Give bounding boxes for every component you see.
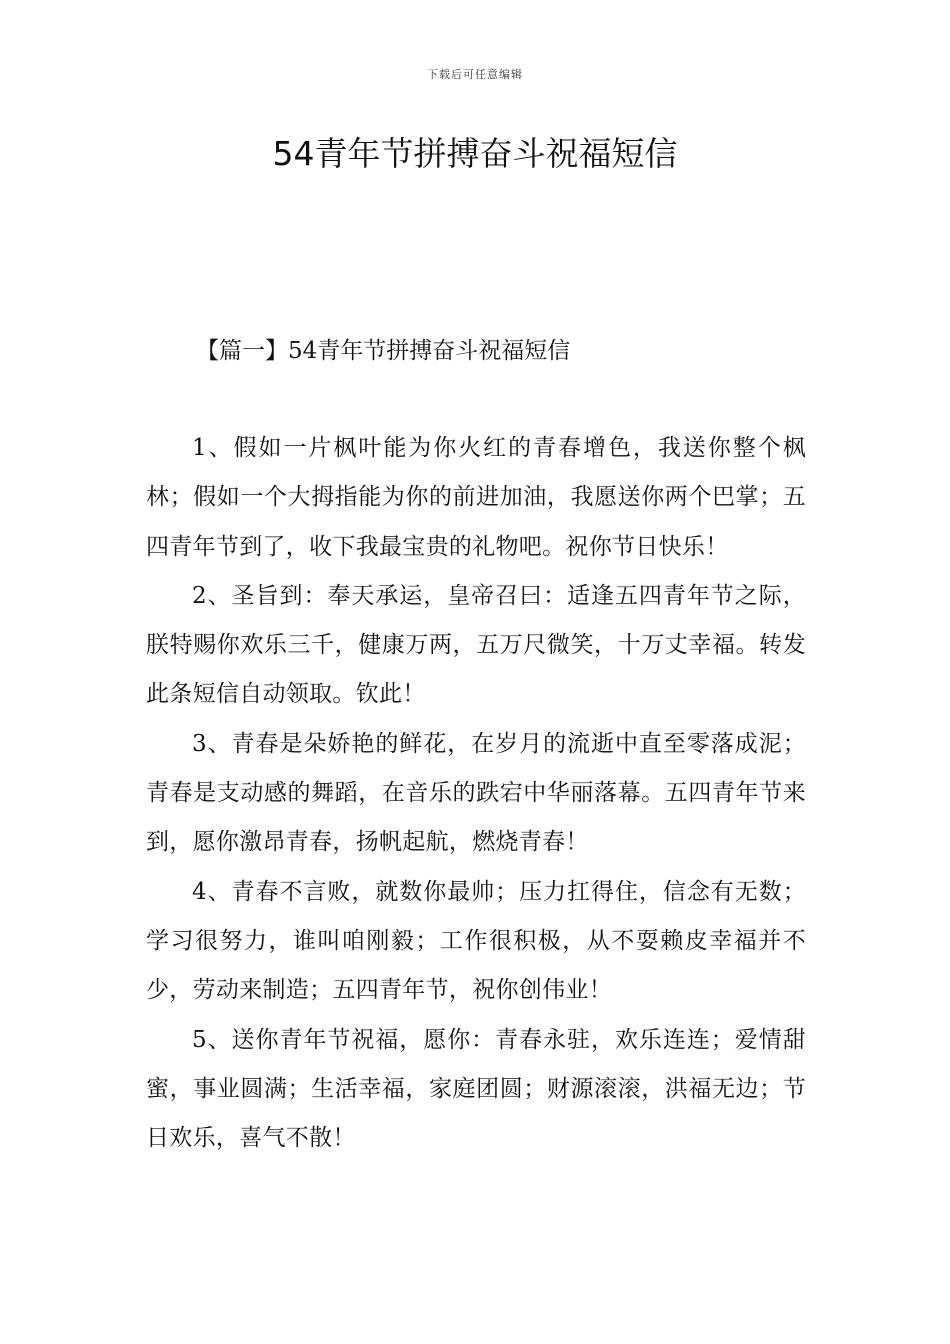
- header-note: 下载后可任意编辑: [427, 68, 523, 81]
- section-heading: 【篇一】54青年节拼搏奋斗祝福短信: [196, 338, 571, 364]
- message-list: [146, 424, 806, 1163]
- message-paragraph-5: 5、送你青年节祝福，愿你：青春永驻，欢乐连连；爱情甜蜜，事业圆满；生活幸福，家庭团圆；财源滚滚，洪福无边；节日欢乐，喜气不散！: [146, 1026, 806, 1152]
- document-title: 54青年节拼搏奋斗祝福短信: [272, 134, 678, 173]
- message-paragraph-2: 2、圣旨到：奉天承运，皇帝召曰：适逢五四青年节之际，朕特赐你欢乐三千，健康万两，五万尺微笑，十万丈幸福。转发此条短信自动领取。钦此！: [146, 582, 806, 708]
- message-paragraph-3: 3、青春是朵娇艳的鲜花，在岁月的流逝中直至零落成泥；青春是支动感的舞蹈，在音乐的跌宕中华丽落幕。五四青年节来到，愿你激昂青春，扬帆起航，燃烧青春！: [146, 730, 806, 856]
- message-paragraph-1: 1、假如一片枫叶能为你火红的青春增色，我送你整个枫林；假如一个大拇指能为你的前进加油，我愿送你两个巴掌；五四青年节到了，收下我最宝贵的礼物吧。祝你节日快乐！: [146, 435, 806, 560]
- message-paragraph-4: 4、青春不言败，就数你最帅；压力扛得住，信念有无数；学习很努力，谁叫咱刚毅；工作很积极，从不耍赖皮幸福并不少，劳动来制造；五四青年节，祝你创伟业！: [146, 878, 806, 1004]
